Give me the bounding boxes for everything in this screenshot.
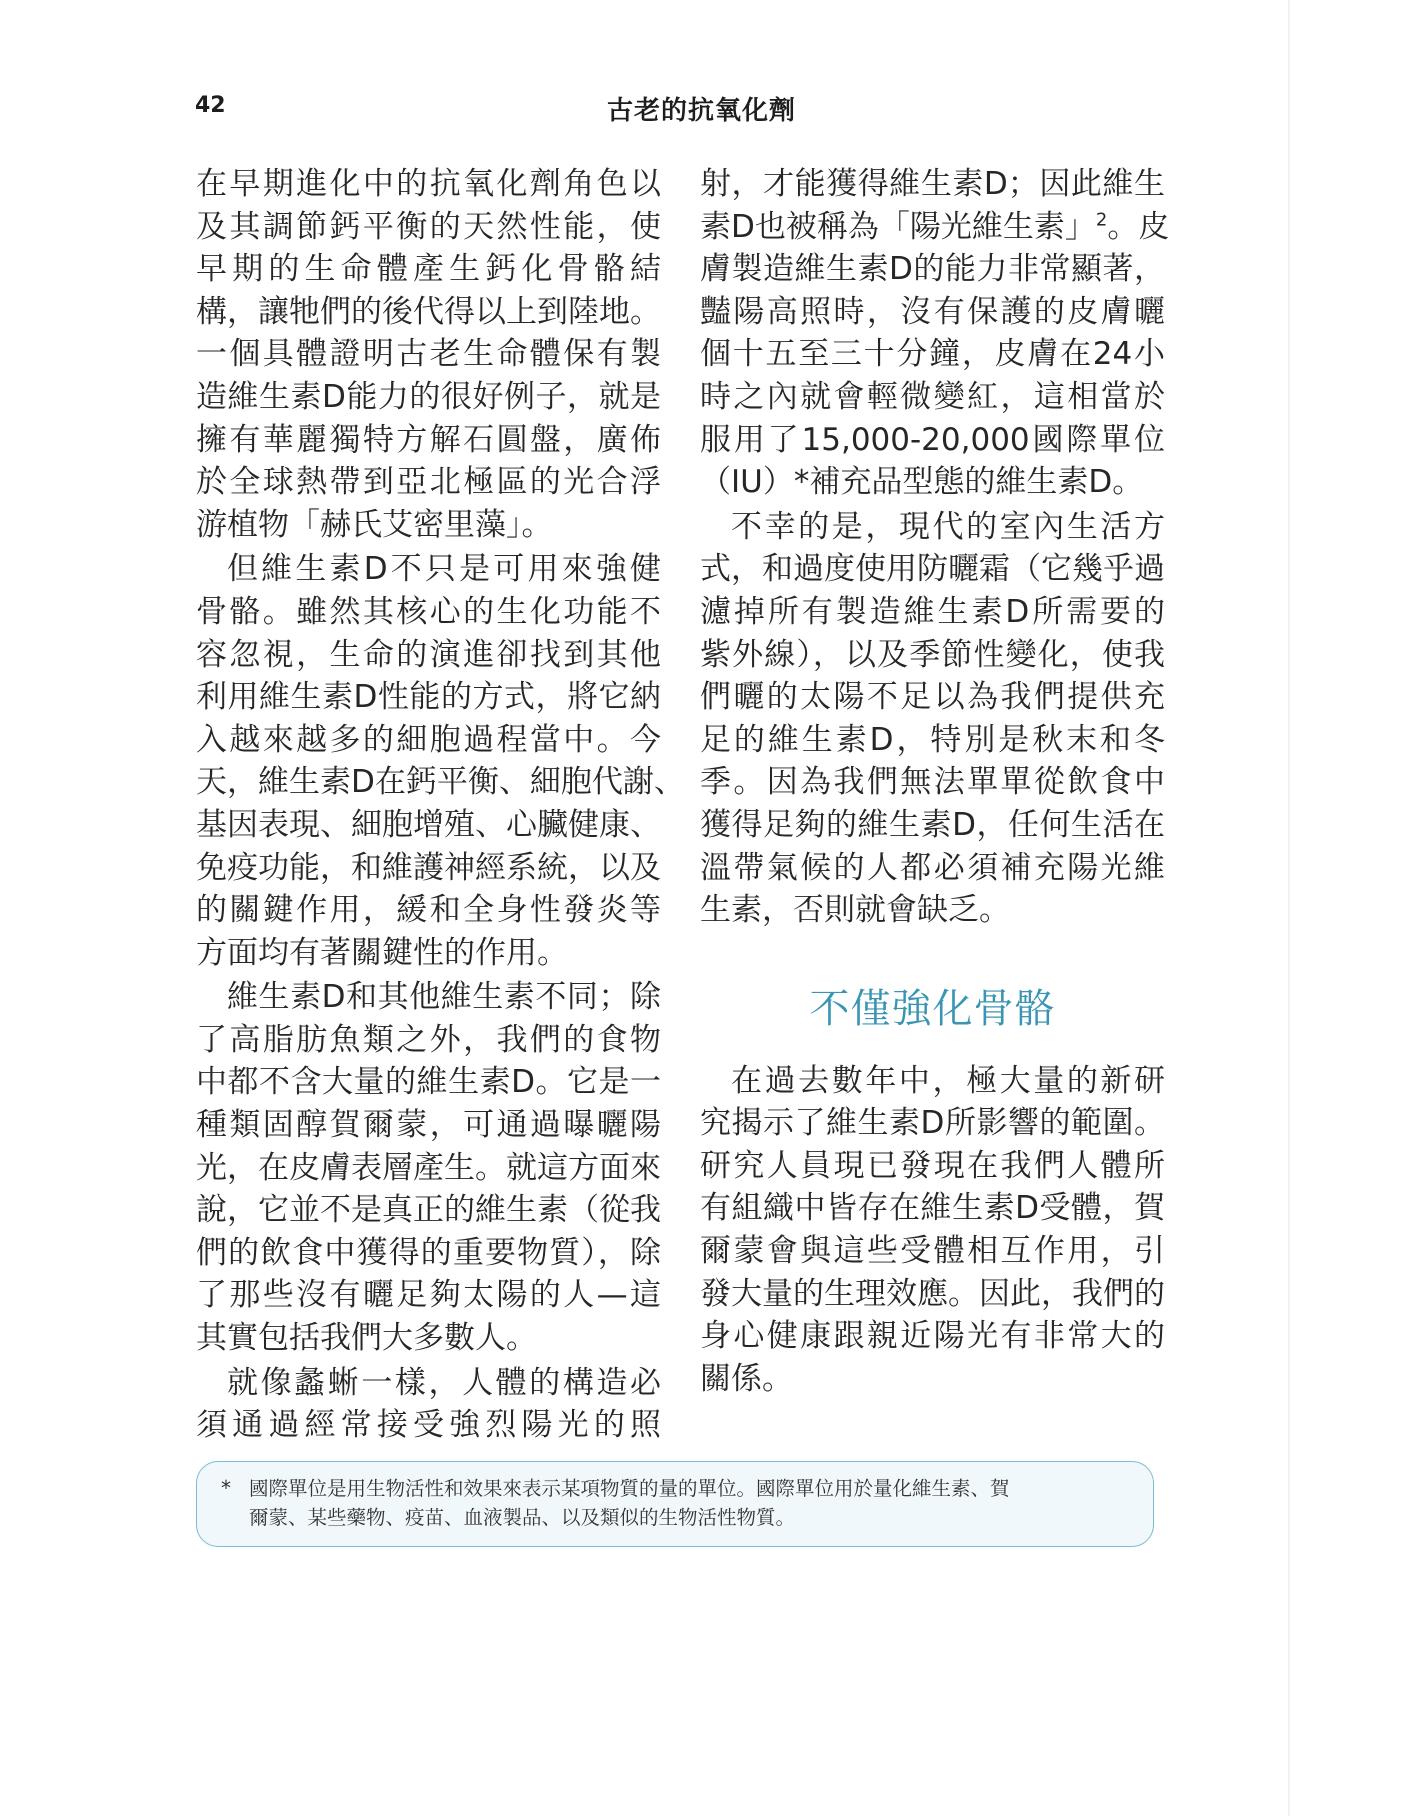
text-line: 種類固醇賀爾蒙，可通過曝曬陽 [196,1107,661,1144]
text-line: 容忽視，生命的演進卻找到其他 [196,636,661,673]
text-line: 們曬的太陽不足以為我們提供充 [700,679,1165,716]
text-line: 足的維生素D，特別是秋末和冬 [700,721,1165,758]
text-line: 身心健康跟親近陽光有非常大的 [700,1318,1165,1355]
text-line: 天，維生素D在鈣平衡、細胞代謝、 [196,764,685,801]
text-line: 獲得足夠的維生素D，任何生活在 [700,806,1165,843]
text-line: 生素，否則就會缺乏。 [700,892,1010,929]
paragraph [700,506,1165,932]
text-line: 構，讓牠們的後代得以上到陸地。 [196,293,661,330]
text-line: 在早期進化中的抗氧化劑角色以 [196,166,661,202]
text-line: 溫帶氣候的人都必須補充陽光維 [700,849,1165,886]
page-number: 42 [195,93,226,118]
text-line: 式，和過度使用防曬霜（它幾乎過 [700,551,1165,588]
text-line: 個十五至三十分鐘，皮膚在24小 [700,336,1165,373]
text-line: 但維生素D不只是可用來強健 [227,551,661,588]
text-line: 的關鍵作用，緩和全身性發炎等 [196,892,661,929]
text-line: 有組織中皆存在維生素D受體，賀 [700,1190,1165,1227]
text-fragment: 。皮 [1107,208,1170,245]
text-line: 了那些沒有曬足夠太陽的人—這 [196,1277,661,1314]
text-line [700,206,1170,249]
text-line: 爾蒙會與這些受體相互作用，引 [700,1233,1165,1270]
text-line: 服用了15,000-20,000國際單位 [700,421,1165,458]
text-line: 時之內就會輕微變紅，這相當於 [700,378,1165,415]
citation-superscript: 2 [1095,209,1108,231]
text-line: 利用維生素D性能的方式，將它納 [196,679,661,716]
text-line: 不幸的是，現代的室內生活方 [731,508,1165,545]
page-edge-shadow [1288,0,1290,1816]
text-line: 射，才能獲得維生素D；因此維生 [700,166,1165,202]
footnote-box [196,1461,1154,1547]
section-heading: 不僅強化骨骼 [809,985,1056,1032]
text-line: 擁有華麗獨特方解石圓盤，廣佈 [196,421,661,458]
text-line: 發大量的生理效應。因此，我們的 [700,1275,1165,1312]
text-line: 於全球熱帶到亞北極區的光合浮 [196,464,661,501]
paragraph [196,976,661,1359]
running-title: 古老的抗氧化劑 [606,96,796,126]
paragraph [196,1362,661,1447]
footnote-text [249,1474,1129,1532]
text-line: 究揭示了維生素D所影響的範圍。 [700,1105,1165,1142]
text-line: 游植物「赫氏艾密里藻」。 [196,506,553,543]
text-line: 中都不含大量的維生素D。它是一 [196,1064,661,1101]
text-line: 說，它並不是真正的維生素（從我 [196,1192,661,1229]
text-line: （IU）*補充品型態的維生素D。 [700,464,1144,501]
text-line: 維生素D和其他維生素不同；除 [227,979,661,1016]
footnote-line: 國際單位是用生物活性和效果來表示某項物質的量的單位。國際單位用於量化維生素、賀 [249,1477,1010,1500]
text-line: 就像蠡蜥一樣，人體的構造必 [227,1364,661,1401]
text-line: 骨骼。雖然其核心的生化功能不 [196,593,661,630]
text-line: 了高脂肪魚類之外，我們的食物 [196,1021,661,1058]
text-line: 及其調節鈣平衡的天然性能，使 [196,208,661,245]
text-line: 豔陽高照時，沒有保護的皮膚曬 [700,293,1165,330]
paragraph [196,163,661,546]
text-line: 須通過經常接受強烈陽光的照 [196,1407,661,1444]
text-line: 們的飲食中獲得的重要物質），除 [196,1234,661,1271]
text-line: 紫外線），以及季節性變化，使我 [700,636,1165,673]
text-line: 在過去數年中，極大量的新研 [731,1062,1165,1099]
footnote-line: 爾蒙、某些藥物、疫苗、血液製品、以及類似的生物活性物質。 [249,1506,796,1529]
text-fragment: 素D也被稱為「陽光維生素」 [700,208,1096,245]
text-line: 一個具體證明古老生命體保有製 [196,336,661,373]
text-line: 其實包括我們大多數人。 [196,1320,537,1357]
text-line: 入越來越多的細胞過程當中。今 [196,721,661,758]
text-line: 關係。 [700,1360,793,1397]
paragraph [196,548,685,974]
text-line: 免疫功能，和維護神經系統，以及 [196,849,661,886]
text-line: 季。因為我們無法單單從飲食中 [700,764,1165,801]
text-line: 濾掉所有製造維生素D所需要的 [700,593,1165,630]
text-line: 光，在皮膚表層產生。就這方面來 [196,1149,661,1186]
text-line: 基因表現、細胞增殖、心臟健康、 [196,806,661,843]
left-column [196,163,685,1449]
paragraph [700,1060,1165,1401]
paragraph [700,163,1170,504]
text-line: 造維生素D能力的很好例子，就是 [196,378,661,415]
text-line: 膚製造維生素D的能力非常顯著， [700,251,1165,288]
text-line: 研究人員現已發現在我們人體所 [700,1147,1165,1184]
text-line: 早期的生命體產生鈣化骨骼結 [196,251,661,288]
text-line: 方面均有著關鍵性的作用。 [196,934,568,971]
right-column [700,163,1170,1402]
footnote-marker: * [221,1476,231,1500]
